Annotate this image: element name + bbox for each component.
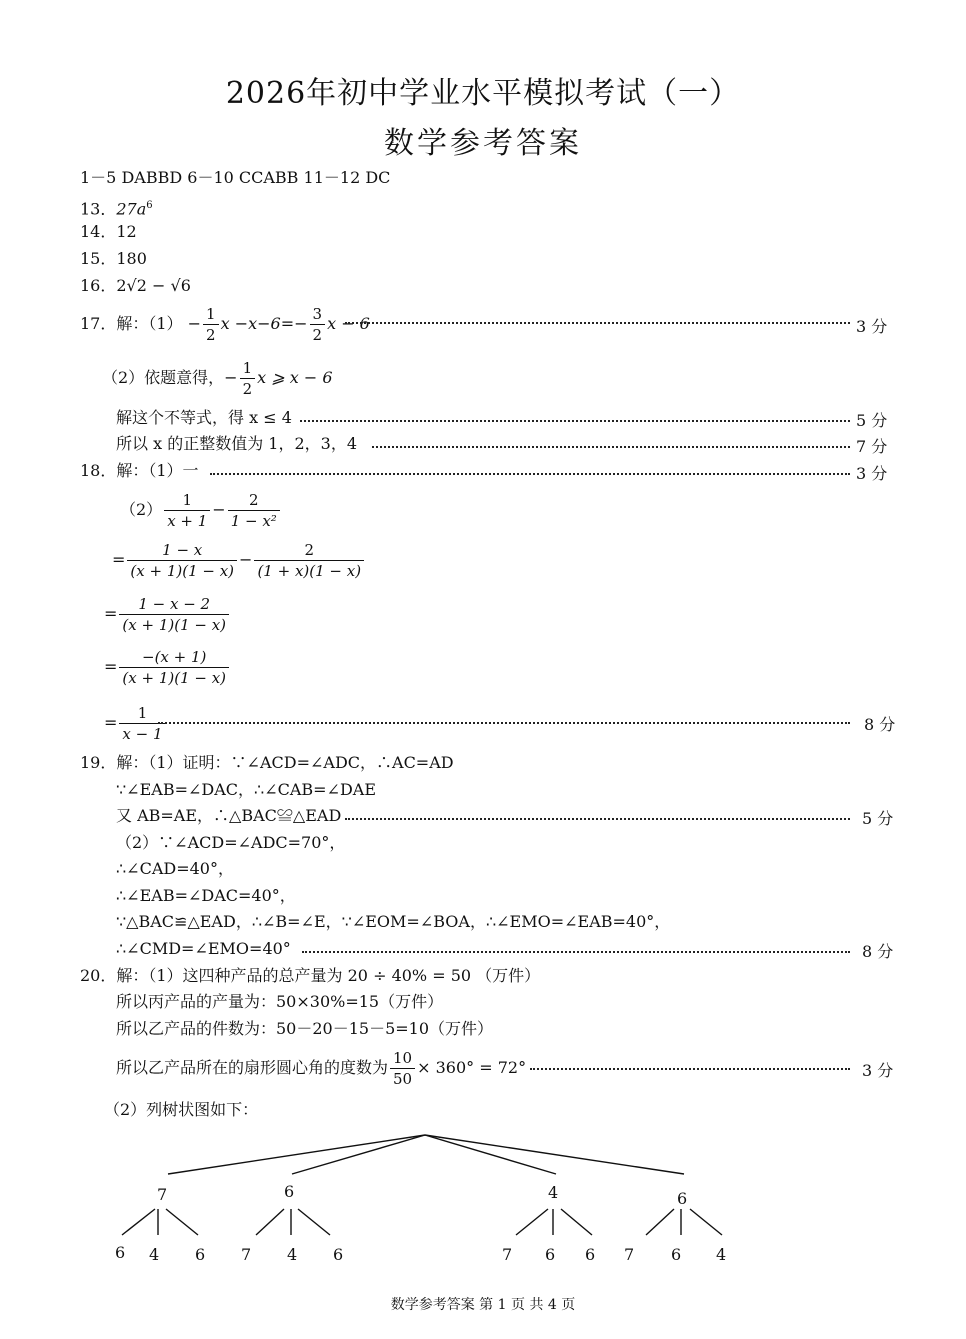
fraction: [254, 540, 364, 581]
tree-node-level1: 6: [677, 1189, 688, 1208]
equals-sign: =: [104, 604, 118, 623]
dotted-leader: [158, 722, 850, 724]
answer-16-label: 16．: [80, 276, 117, 295]
q17-fraction-1: [203, 304, 219, 345]
tree-diagram: [0, 1125, 966, 1270]
fraction-denominator: (x + 1)(1 − x): [122, 669, 227, 687]
equals-sign: =: [112, 550, 126, 569]
fraction-numerator: 1: [164, 490, 210, 511]
fraction-denominator: 1 − x²: [230, 512, 277, 530]
tree-node-level2: 6: [671, 1245, 682, 1264]
tree-branch: [298, 1209, 330, 1235]
tree-node-level2: 6: [585, 1245, 596, 1264]
fraction-denominator: (x + 1)(1 − x): [130, 562, 235, 580]
tree-node-level2: 4: [149, 1245, 160, 1264]
score-label: 3 分: [862, 1061, 894, 1080]
tree-branch: [292, 1135, 425, 1174]
q17-part2: [102, 358, 333, 399]
fraction-numerator: 1: [119, 703, 165, 724]
q20-line-4-text: 所以乙产品所在的扇形圆心角的度数为: [116, 1058, 389, 1077]
tree-node-level1: 7: [157, 1185, 168, 1204]
fraction: [119, 594, 229, 635]
score-label: 3 分: [856, 464, 888, 483]
q20-line-2: 所以丙产品的产量为：50×30%=15（万件）: [116, 992, 444, 1011]
score-label: 5 分: [856, 411, 888, 430]
score-label: 8 分: [862, 942, 894, 961]
fraction: [228, 490, 280, 531]
fraction-denominator: (x + 1)(1 − x): [122, 616, 227, 634]
fraction-numerator: −(x + 1): [119, 647, 229, 668]
score-label: 7 分: [856, 437, 888, 456]
dotted-leader: [372, 446, 850, 448]
page-title: 2026年初中学业水平模拟考试（一）: [225, 76, 741, 111]
tree-branch: [561, 1209, 592, 1235]
q18-expr-1: [120, 490, 282, 531]
answer-16-value: 2√2 − √6: [116, 276, 191, 295]
equals-sign: =: [104, 713, 118, 732]
q19-line-4: （2）∵∠ACD=∠ADC=70°，: [116, 833, 346, 852]
answer-13: [80, 196, 153, 219]
q17-part1: [80, 304, 370, 345]
tree-node-level2: 7: [502, 1245, 513, 1264]
dotted-leader: [345, 818, 850, 820]
fraction-numerator: 1 − x − 2: [119, 594, 229, 615]
tree-branch: [646, 1209, 674, 1235]
fraction: [390, 1048, 415, 1089]
fraction-numerator: 1 − x: [127, 540, 237, 561]
operator: −: [239, 550, 253, 569]
dotted-leader: [300, 420, 850, 422]
answer-15: 15．180: [80, 249, 147, 268]
tree-node-level2: 6: [115, 1243, 126, 1262]
tree-branch: [166, 1209, 198, 1235]
q19-line-3: 又 AB=AE，∴△BAC≌△EAD: [116, 806, 342, 825]
q17-fraction-2: [310, 304, 326, 345]
tree-node-level2: 4: [287, 1245, 298, 1264]
q19-line-6: ∴∠EAB=∠DAC=40°，: [116, 886, 296, 905]
fraction-numerator: 1: [240, 358, 256, 379]
q20-line-3: 所以乙产品的件数为：50－20－15－5=10（万件）: [116, 1019, 494, 1038]
fraction-numerator: 3: [310, 304, 326, 325]
q19-line-8: ∴∠CMD=∠EMO=40°: [116, 939, 291, 958]
q17-line3: 解这个不等式，得 x ≤ 4: [116, 408, 292, 427]
operator: −: [212, 500, 226, 519]
tree-node-level2: 4: [716, 1245, 727, 1264]
fraction-denominator: x + 1: [167, 512, 208, 530]
q17-part2-text: （2）依题意得，−: [102, 368, 238, 387]
answer-13-exp: 6: [146, 200, 153, 211]
tree-branch: [425, 1135, 556, 1174]
dotted-leader: [530, 1068, 850, 1070]
score-label: 5 分: [862, 809, 894, 828]
answer-13-label: 13．: [80, 199, 117, 219]
dotted-leader: [210, 473, 850, 475]
equals-sign: =: [104, 657, 118, 676]
q19-line-2: ∵∠EAB=∠DAC，∴∠CAB=∠DAE: [116, 780, 377, 799]
tree-node-level2: 7: [624, 1245, 635, 1264]
q18-part1: 18．解：（1）一: [80, 461, 199, 480]
q18-expr-3: [104, 594, 231, 635]
page-subtitle: 数学参考答案: [384, 126, 582, 161]
q20-line-4-result: × 360° = 72°: [417, 1058, 527, 1077]
tree-node-level2: 6: [333, 1245, 344, 1264]
tree-branch: [690, 1209, 722, 1235]
q18-part2-label: （2）: [120, 500, 163, 519]
fraction-denominator: 2: [206, 326, 216, 344]
answer-16: [80, 276, 191, 296]
tree-branch: [122, 1209, 155, 1235]
tree-node-level1: 4: [548, 1183, 559, 1202]
q17-part2-end: x ⩾ x − 6: [257, 368, 333, 387]
answers-mc: 1－5 DABBD 6－10 CCABB 11－12 DC: [80, 168, 391, 187]
tree-branch: [516, 1209, 548, 1235]
q17-part1-end: x − 6: [327, 314, 370, 333]
tree-branch: [168, 1135, 425, 1174]
q20-line-4: [116, 1048, 526, 1089]
q19-line-7: ∵△BAC≌△EAD，∴∠B=∠E，∵∠EOM=∠BOA，∴∠EMO=∠EAB=40°，: [116, 912, 671, 931]
q17-part1-mid: x −x−6=−: [220, 314, 308, 333]
fraction-denominator: 2: [312, 326, 323, 344]
tree-node-level2: 6: [195, 1245, 206, 1264]
fraction-denominator: 50: [393, 1070, 413, 1088]
fraction-numerator: 2: [254, 540, 364, 561]
dotted-leader: [302, 951, 850, 953]
dotted-leader: [345, 322, 850, 324]
q19-line-1: 19．解：（1）证明：∵∠ACD=∠ADC，∴AC=AD: [80, 753, 454, 772]
q17-fraction-3: [240, 358, 256, 399]
page-footer: 数学参考答案 第 1 页 共 4 页: [390, 1297, 576, 1313]
q20-line-5: （2）列树状图如下：: [104, 1100, 259, 1119]
q17-label: 17．解：（1）: [80, 314, 183, 333]
fraction-numerator: 1: [203, 304, 219, 325]
q18-expr-4: [104, 647, 231, 688]
fraction-denominator: x − 1: [122, 725, 163, 743]
q20-line-1: 20．解：（1）这四种产品的总产量为 20 ÷ 40% = 50 （万件）: [80, 966, 541, 985]
tree-node-level2: 6: [545, 1245, 556, 1264]
fraction: [164, 490, 210, 531]
score-label: 8 分: [864, 715, 896, 734]
answer-13-value: 27a: [116, 199, 147, 219]
fraction: [127, 540, 237, 581]
fraction-denominator: (1 + x)(1 − x): [257, 562, 362, 580]
fraction-numerator: 10: [390, 1048, 415, 1069]
q17-line4: 所以 x 的正整数值为 1，2，3，4: [116, 434, 358, 453]
fraction-denominator: 2: [242, 380, 253, 398]
answer-14: 14．12: [80, 222, 137, 241]
tree-node-level1: 6: [284, 1182, 295, 1201]
tree-node-level2: 7: [241, 1245, 252, 1264]
tree-branch: [425, 1135, 684, 1174]
tree-branch: [256, 1209, 284, 1235]
fraction-numerator: 2: [228, 490, 280, 511]
fraction: [119, 647, 229, 688]
q19-line-5: ∴∠CAD=40°，: [116, 859, 234, 878]
q18-expr-2: [112, 540, 366, 581]
score-label: 3 分: [856, 317, 888, 336]
q17-part1-sign: −: [187, 314, 202, 333]
